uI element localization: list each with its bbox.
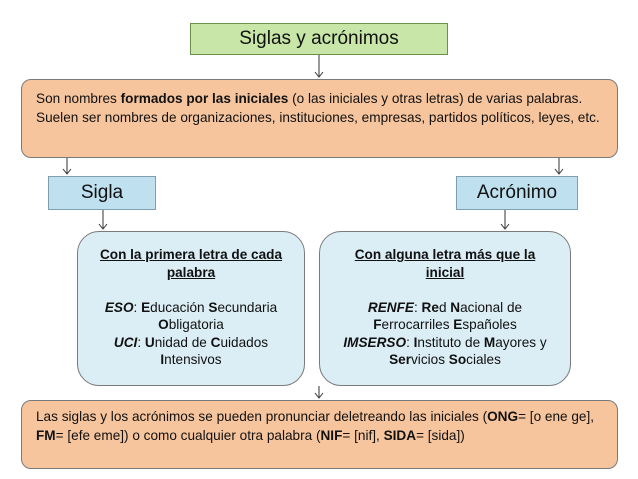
- acronimo-detail-node: [319, 231, 571, 386]
- footer-text-3: = [efe eme]) o como cualquier otra palabra (: [55, 428, 321, 443]
- footer-text-4: = [nif],: [342, 428, 384, 443]
- footer-bold-fm: FM: [36, 428, 56, 443]
- definition-node: [21, 79, 618, 158]
- title-text: Siglas y acrónimos: [239, 28, 399, 49]
- sigla-heading: Con la primera letra de cada palabra: [99, 247, 283, 280]
- footer-node: [21, 400, 618, 469]
- footer-bold-sida: SIDA: [383, 428, 417, 443]
- definition-bold: formados por las iniciales: [120, 91, 289, 106]
- sigla-example-eso: ESO: Educación Secundaria: [104, 299, 278, 315]
- sigla-detail-node: [77, 231, 305, 386]
- definition-text-1: Son nombres: [36, 91, 121, 106]
- acronimo-node: [456, 176, 578, 210]
- acronimo-example-renfe-cont: Ferrocarriles Españoles: [373, 317, 517, 332]
- acronimo-label: Acrónimo: [476, 182, 558, 203]
- footer-bold-ong: ONG: [487, 409, 519, 424]
- acronimo-example-renfe: RENFE: Red Nacional de: [367, 299, 523, 315]
- footer-text-1: Las siglas y los acrónimos se pueden pronunciar deletreando las iniciales (: [36, 409, 488, 424]
- sigla-label: Sigla: [80, 182, 124, 203]
- sigla-node: [48, 176, 156, 210]
- sigla-example-eso-cont: Obligatoria: [158, 317, 224, 332]
- sigla-example-uci: UCI: Unidad de Cuidados: [113, 334, 269, 350]
- title-node: [190, 23, 448, 55]
- footer-bold-nif: NIF: [320, 428, 343, 443]
- definition-text-2: (o las iniciales y otras letras) de varias palabras. Suelen ser nombres de organizaciones, instituciones, empresas, partidos políticos, leyes, etc.: [36, 91, 600, 125]
- acronimo-heading: Con alguna letra más que la inicial: [354, 247, 536, 280]
- sigla-example-uci-cont: Intensivos: [160, 352, 222, 367]
- acronimo-example-imserso: IMSERSO: Instituto de Mayores y: [343, 334, 547, 350]
- footer-text-5: = [sida]): [416, 428, 465, 443]
- footer-text-2: = [o ene ge],: [518, 409, 595, 424]
- acronimo-example-imserso-cont: Servicios Sociales: [389, 352, 501, 367]
